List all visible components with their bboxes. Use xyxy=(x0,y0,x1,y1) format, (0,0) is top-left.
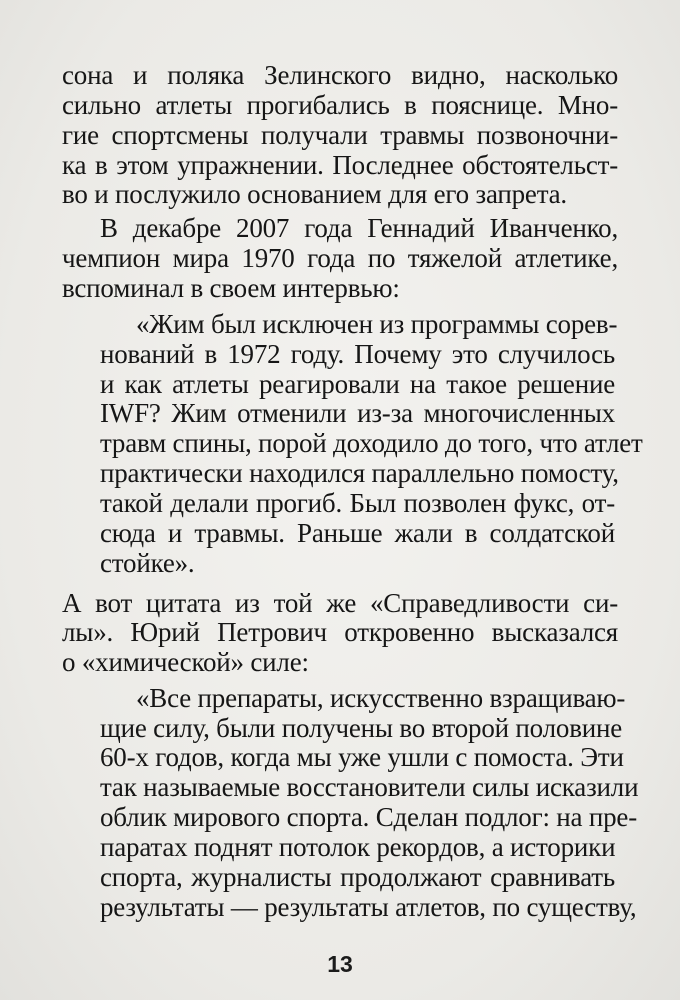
text-line: ка в этом упражнении. Последнее обстоятельст- xyxy=(62,150,618,180)
quote-line: травм спины, порой доходило до того, что атлет xyxy=(100,428,643,458)
quote-line: практически находился параллельно помосту, xyxy=(100,458,619,488)
quote-line: так называемые восстановители силы исказили xyxy=(100,772,639,802)
quote-line: IWF? Жим отменили из-за многочисленных xyxy=(100,398,615,428)
quote-line: щие силу, были получены во второй половине xyxy=(100,713,623,743)
text-line: лы». Юрий Петрович откровенно высказался xyxy=(62,617,618,647)
text-line: вспоминал в своем интервью: xyxy=(62,273,400,303)
text-line: чемпион мира 1970 года по тяжелой атлетике, xyxy=(62,243,618,273)
quote-line: «Все препараты, искусственно взращиваю- xyxy=(136,683,626,713)
text-line: сильно атлеты прогибались в пояснице. Мно- xyxy=(62,90,618,120)
quote-line: нований в 1972 году. Почему это случилось xyxy=(100,339,615,369)
quote-line: паратах поднят потолок рекордов, а историки xyxy=(100,832,616,862)
quote-line: сюда и травмы. Раньше жали в солдатской xyxy=(100,518,615,548)
quote-line: 60-х годов, когда мы уже ушли с помоста. Эти xyxy=(100,742,624,772)
text-line: сона и поляка Зелинского видно, насколько xyxy=(62,60,618,90)
quote-line: и как атлеты реагировали на такое решение xyxy=(100,369,615,399)
text-line: во и послужило основанием для его запрета. xyxy=(62,179,567,209)
text-line: о «химической» силе: xyxy=(62,647,309,677)
text-line: В декабре 2007 года Геннадий Иванченко, xyxy=(100,213,618,243)
quote-line: стойке». xyxy=(100,548,195,578)
quote-line: спорта, журналисты продолжают сравнивать xyxy=(100,862,615,892)
text-line: гие спортсмены получали травмы позвоночни- xyxy=(62,120,618,150)
quote-line: такой делали прогиб. Был позволен фукс, от- xyxy=(100,488,615,518)
quote-line: результаты — результаты атлетов, по существу, xyxy=(100,892,637,922)
quote-line: облик мирового спорта. Сделан подлог: на пре- xyxy=(100,802,637,832)
quote-line: «Жим был исключен из программы сорев- xyxy=(136,309,618,339)
text-line: А вот цитата из той же «Справедливости си- xyxy=(62,588,618,618)
page-number: 13 xyxy=(327,951,353,977)
